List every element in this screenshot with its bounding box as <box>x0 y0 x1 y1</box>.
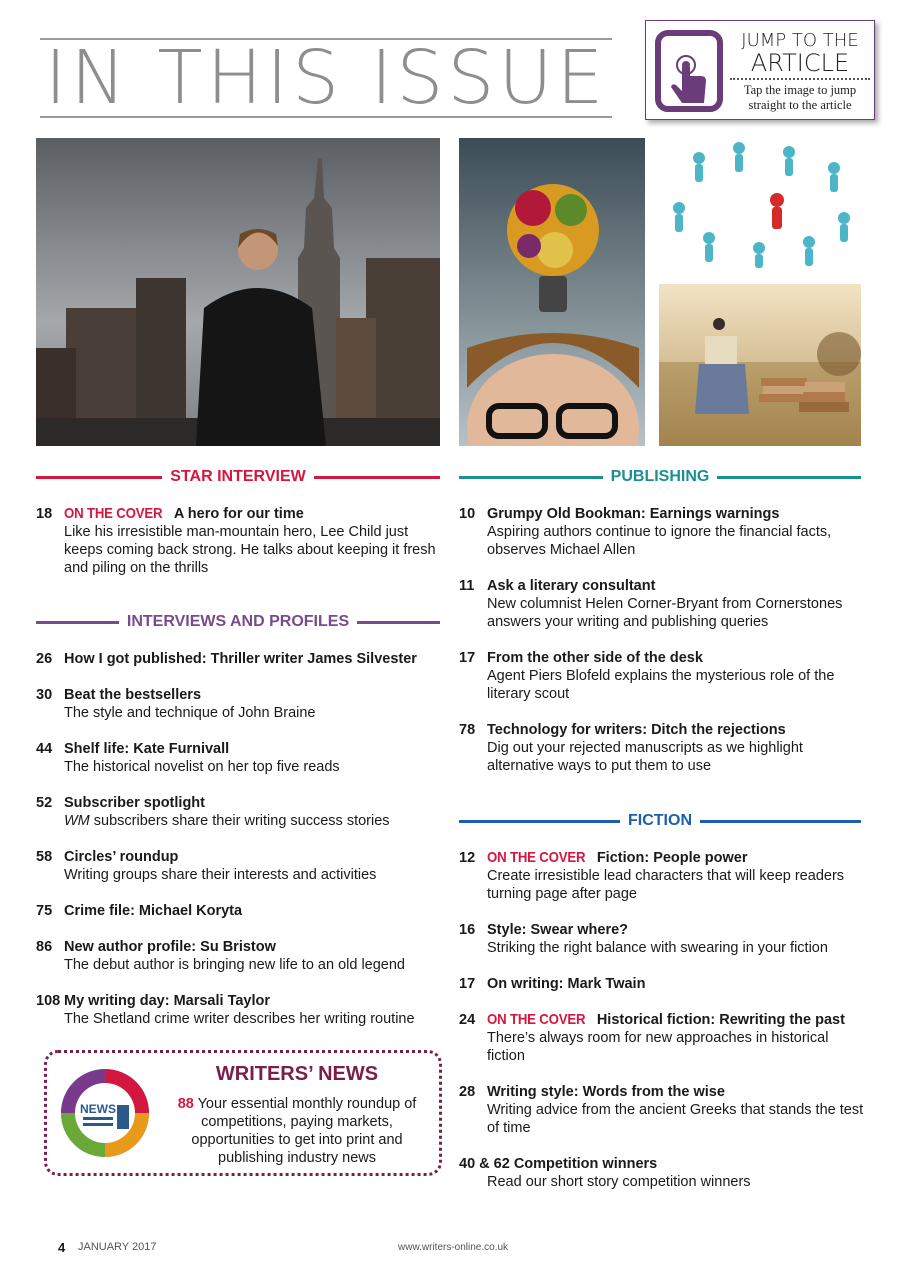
entry-title: New author profile: Su Bristow <box>64 939 276 955</box>
page-number: 18 <box>36 506 53 522</box>
page-number: 75 <box>36 903 53 919</box>
entry-title: Shelf life: Kate Furnivall <box>64 741 230 757</box>
entry-description: Aspiring authors continue to ignore the financial facts, observes Michael Allen <box>487 524 832 558</box>
entry-title: Grumpy Old Bookman: Earnings warnings <box>487 506 780 522</box>
people-circle-photo[interactable] <box>659 138 861 268</box>
writers-news-title: WRITERS’ NEWS <box>215 1063 379 1085</box>
page-number: 52 <box>36 795 53 811</box>
entry-description: The Shetland crime writer describes her writing routine <box>64 1011 415 1027</box>
interviews-header <box>36 611 440 633</box>
contents-entry[interactable] <box>36 686 442 722</box>
lee-child-image <box>36 138 440 446</box>
footer-date: JANUARY 2017 <box>78 1241 157 1253</box>
page-number: 11 <box>459 578 475 594</box>
entry-description: The historical novelist on her top five reads <box>64 759 340 775</box>
section-label: PUBLISHING <box>610 468 710 485</box>
publishing-list <box>459 505 864 793</box>
reading-woman-photo[interactable] <box>659 284 861 446</box>
section-label: FICTION <box>628 812 692 829</box>
contents-entry[interactable] <box>459 649 864 703</box>
publishing-header <box>459 466 861 488</box>
page-number: 108 <box>36 993 61 1009</box>
contents-entry[interactable] <box>36 938 442 974</box>
fiction-header <box>459 810 861 832</box>
entry-title: Technology for writers: Ditch the rejections <box>487 722 786 738</box>
page-number: 17 <box>459 650 476 666</box>
contents-entry[interactable] <box>36 848 442 884</box>
entry-title: Beat the bestsellers <box>64 687 202 703</box>
entry-title: Writing style: Words from the wise <box>487 1084 725 1100</box>
section-label: INTERVIEWS AND PROFILES <box>126 613 350 630</box>
contents-entry[interactable] <box>36 505 442 577</box>
people-circle-image <box>659 138 861 268</box>
on-the-cover-tag: ON THE COVER <box>487 849 586 866</box>
section-rule <box>36 621 119 624</box>
interviews-list <box>36 650 442 1046</box>
contents-entry[interactable] <box>459 1155 864 1191</box>
entry-title: Circles’ roundup <box>64 849 179 865</box>
entry-description: Dig out your rejected manuscripts as we highlight alternative ways to put them to use <box>487 740 803 774</box>
entry-title: Competition winners <box>513 1156 658 1172</box>
entry-description: New columnist Helen Corner-Bryant from Cornerstones answers your writing and publishing queries <box>487 596 843 630</box>
page-number: 78 <box>459 722 476 738</box>
entry-description: The debut author is bringing new life to an old legend <box>64 957 405 973</box>
entry-title: Subscriber spotlight <box>64 795 205 811</box>
entry-title: Crime file: Michael Koryta <box>64 903 243 919</box>
jump-to-article-box[interactable] <box>645 20 875 120</box>
entry-description: Read our short story competition winners <box>487 1174 751 1190</box>
section-rule <box>459 476 603 479</box>
entry-description: Writing groups share their interests and activities <box>64 867 377 883</box>
footer-url[interactable]: www.writers-online.co.uk <box>398 1242 509 1253</box>
entry-title: How I got published: Thriller writer James Silvester <box>64 651 417 667</box>
contents-entry[interactable] <box>459 505 864 559</box>
contents-entry[interactable] <box>459 849 864 903</box>
entry-description-text: subscribers share their writing success stories <box>89 813 390 829</box>
entry-title: Style: Swear where? <box>487 922 629 938</box>
on-the-cover-tag: ON THE COVER <box>64 505 163 522</box>
page-number: 26 <box>36 651 53 667</box>
section-rule <box>36 476 162 479</box>
page-number: 28 <box>459 1084 476 1100</box>
entry-description: The style and technique of John Braine <box>64 705 316 721</box>
section-rule <box>717 476 861 479</box>
jump-title <box>730 31 870 80</box>
writers-news-text <box>167 1095 427 1167</box>
page-number: 40 & 62 <box>459 1156 510 1172</box>
entry-title: Ask a literary consultant <box>487 578 656 594</box>
section-rule <box>700 820 861 823</box>
section-rule <box>314 476 440 479</box>
section-label: STAR INTERVIEW <box>170 468 306 485</box>
news-badge-icon <box>59 1067 151 1159</box>
page-number: 10 <box>459 506 476 522</box>
entry-description: Striking the right balance with swearing in your fiction <box>487 940 828 956</box>
entry-description: Create irresistible lead characters that will keep readers turning page after page <box>487 868 845 902</box>
entry-title: My writing day: Marsali Taylor <box>64 993 271 1009</box>
contents-entry[interactable] <box>459 1083 864 1137</box>
magazine-abbrev: WM <box>64 813 90 829</box>
page-number: 12 <box>459 850 476 866</box>
lightbulb-image <box>459 138 645 446</box>
contents-entry[interactable] <box>36 902 442 920</box>
news-badge-text: NEWS <box>80 1102 116 1116</box>
fiction-list <box>459 849 864 1209</box>
entry-title: From the other side of the desk <box>487 650 703 666</box>
section-rule <box>357 621 440 624</box>
contents-entry[interactable] <box>36 992 442 1028</box>
entry-title: Fiction: People power <box>596 850 748 866</box>
jump-subtitle: Tap the image to jump straight to the article <box>743 83 857 112</box>
lightbulb-woman-photo[interactable] <box>459 138 645 446</box>
contents-entry[interactable] <box>36 740 442 776</box>
lee-child-photo[interactable] <box>36 138 440 446</box>
page-number: 44 <box>36 741 53 757</box>
star-interview-list <box>36 505 442 595</box>
page-number: 58 <box>36 849 53 865</box>
masthead <box>40 35 612 121</box>
page-number: 30 <box>36 687 53 703</box>
page-title: IN THIS ISSUE <box>44 35 608 121</box>
entry-description: Writing advice from the ancient Greeks that stands the test of time <box>487 1102 864 1136</box>
page-number: 86 <box>36 939 53 955</box>
page-number: 17 <box>459 976 476 992</box>
contents-entry[interactable] <box>459 975 864 993</box>
contents-entry[interactable] <box>459 721 864 775</box>
page-number: 24 <box>459 1012 476 1028</box>
page-number: 88 <box>177 1096 194 1112</box>
on-the-cover-tag: ON THE COVER <box>487 1011 586 1028</box>
entry-description <box>64 812 442 830</box>
entry-description: There’s always room for new approaches in historical fiction <box>487 1030 829 1064</box>
entry-title: On writing: Mark Twain <box>487 976 646 992</box>
section-rule <box>459 820 620 823</box>
reading-woman-image <box>659 284 861 446</box>
page-number: 16 <box>459 922 476 938</box>
jump-title-line1: JUMP TO THE <box>741 30 859 51</box>
jump-title-line2: ARTICLE <box>730 51 870 80</box>
contents-entry[interactable] <box>459 577 864 631</box>
star-interview-header <box>36 466 440 488</box>
contents-entry[interactable] <box>36 650 442 668</box>
writers-news-box[interactable] <box>44 1050 442 1176</box>
contents-entry[interactable] <box>459 1011 864 1065</box>
footer-page-number: 4 <box>58 1240 66 1255</box>
contents-entry[interactable] <box>36 794 442 830</box>
writers-news-description: Your essential monthly roundup of competitions, paying markets, opportunities to get into print and publishing industry news <box>191 1096 417 1166</box>
entry-description: Agent Piers Blofeld explains the mysterious role of the literary scout <box>487 668 835 702</box>
entry-description: Like his irresistible man-mountain hero, Lee Child just keeps coming back strong. He talks about keeping it fresh and piling on the thrills <box>64 524 436 576</box>
entry-title: Historical fiction: Rewriting the past <box>596 1012 845 1028</box>
contents-entry[interactable] <box>459 921 864 957</box>
entry-title: A hero for our time <box>173 506 304 522</box>
tap-hand-icon <box>654 29 724 113</box>
